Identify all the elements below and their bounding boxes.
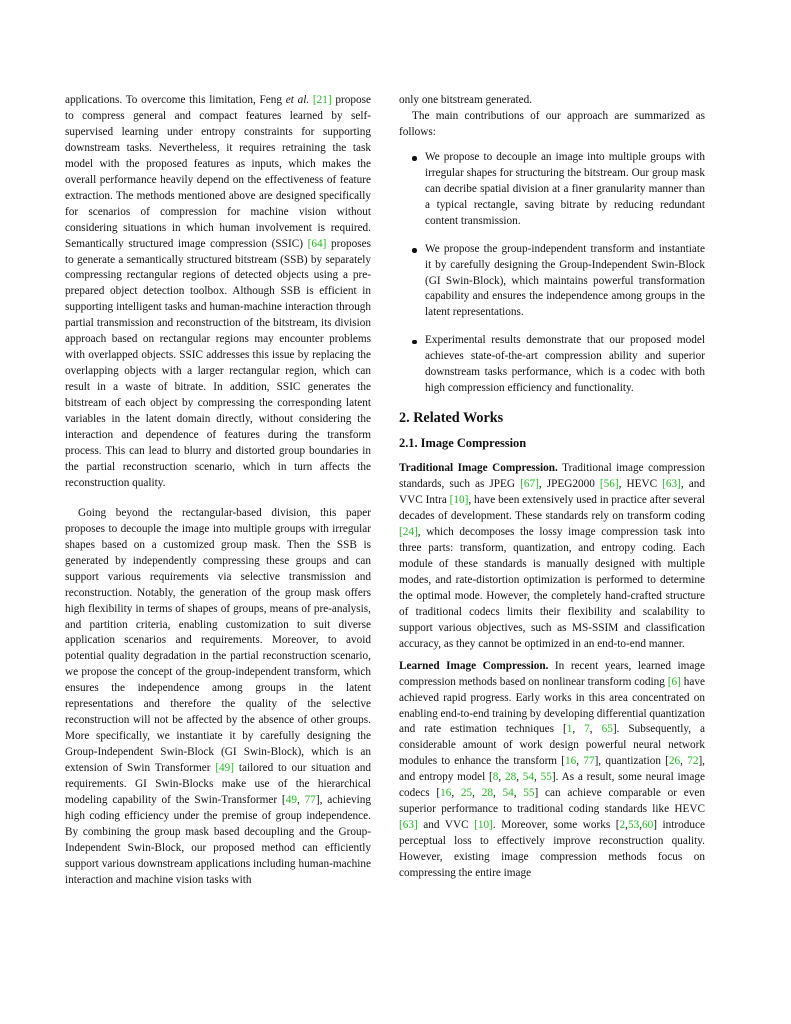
citation-link[interactable]: 77 bbox=[583, 755, 595, 768]
body-paragraph-decouple: Going beyond the rectangular-based division, this paper proposes to decouple the image into multiple groups with irregular shapes based on a customized group mask. Then the SSB is generated by independently compressing these groups and can support various requirements via selective transmission and reconstruction. Notably, the generation of the group mask offers high flexibility in terms of shapes of groups, means of pre-analysis, and partition criteria, enabling customization to suit diverse application scenarios and requirements. Moreover, to avoid potential quality degradation in the partial reconstruction scenario, we propose the concept of the group-independent transform, which ensures the independence among groups in the latent representations and therefore the quality of the selective reconstruction will not be affected by the absence of other groups. More specifically, we instantiate it by carefully designing the Group-Independent Swin-Block (GI Swin-Block), which is an extension of Swin Transformer [49] tailored to our situation and requirements. GI Swin-Blocks make use of the hierarchical modeling capability of the Swin-Transformer [49, 77], achieving high coding efficiency under the premise of group independence. By combining the group mask based decoupling and the Group-Independent Swin-Block, our proposed method can efficiently support various downstream applications including human-machine interaction and machine vision tasks with bbox=[65, 506, 372, 886]
contributions-intro: The main contributions of our approach are summarized as follows: bbox=[399, 109, 705, 138]
citation-link[interactable]: [10] bbox=[474, 819, 493, 832]
citation-link[interactable]: [67] bbox=[520, 478, 539, 491]
left-column bbox=[65, 93, 371, 889]
citation-link[interactable]: 55 bbox=[523, 787, 535, 800]
citation-link[interactable]: [21] bbox=[312, 94, 332, 106]
citation-link[interactable]: [64] bbox=[307, 237, 327, 250]
citation-link[interactable]: 65 bbox=[601, 723, 613, 736]
citation-link[interactable]: [24] bbox=[399, 526, 418, 539]
citation-link[interactable]: 54 bbox=[522, 771, 535, 784]
citation-link[interactable]: 60 bbox=[642, 819, 654, 832]
citation-link[interactable]: 55 bbox=[540, 771, 552, 784]
right-column bbox=[399, 93, 705, 882]
citation-link[interactable]: 2 bbox=[619, 819, 626, 832]
section-heading-related-works: 2. Related Works bbox=[399, 410, 504, 427]
paragraph-learned-compression bbox=[399, 659, 705, 882]
citation-link[interactable]: 16 bbox=[565, 755, 577, 768]
citation-link[interactable]: 53 bbox=[627, 819, 640, 832]
citation-link[interactable]: 49 bbox=[285, 793, 297, 806]
citation-link[interactable]: 25 bbox=[460, 787, 473, 800]
citation-link[interactable]: 26 bbox=[668, 755, 681, 768]
subsection-heading-image-compression: 2.1. Image Compression bbox=[399, 436, 527, 451]
citation-link[interactable]: 28 bbox=[481, 787, 493, 800]
citation-link[interactable]: [6] bbox=[667, 675, 681, 688]
traditional-body: Traditional image compression standards, such as JPEG [67], JPEG2000 [56], HEVC [63], and VVC Intra [10], have been extensively used in practice after several decades of development. These standards rely on transform coding [24], which decomposes the lossy image compression task into three parts: transform, quantization, and entropy coding. Each module of these standards is manually designed with multiple modes, and rate-distortion optimization is performed to determine the optimal mode. However, the completely hand-crafted structure of traditional codecs limits their flexibility and scalability to support various objectives, such as MS-SSIM and classification accuracy, as they cannot be optimized in an end-to-end manner. bbox=[399, 462, 706, 650]
citation-link[interactable]: 72 bbox=[687, 755, 699, 768]
runin-heading-learned: Learned Image Compression. bbox=[399, 659, 549, 672]
citation-link[interactable]: [63] bbox=[662, 478, 681, 491]
contribution-item: We propose to decouple an image into multiple groups with irregular shapes for structuring the bitstream. Our group mask can decribe spatial division at a finer granularity manner than a typical rectangle, saving bitrate by reducing redundant content transmission. bbox=[399, 150, 705, 230]
citation-link[interactable]: [56] bbox=[599, 478, 619, 491]
citation-link[interactable]: 54 bbox=[502, 787, 514, 800]
citation-link[interactable]: [49] bbox=[215, 762, 235, 775]
citation-link[interactable]: 8 bbox=[492, 771, 499, 784]
citation-link[interactable]: 16 bbox=[440, 787, 452, 800]
italic-text: et al. bbox=[285, 94, 310, 106]
contribution-item: Experimental results demonstrate that our proposed model achieves state-of-the-art compression ability and superior downstream tasks performance, which is a codec with both high compression efficiency and functionality. bbox=[399, 333, 705, 397]
paragraph-traditional-compression bbox=[399, 461, 705, 652]
citation-link[interactable]: [63] bbox=[399, 819, 418, 832]
citation-link[interactable]: 77 bbox=[304, 793, 316, 806]
citation-link[interactable]: 28 bbox=[504, 771, 517, 784]
runin-heading-traditional: Traditional Image Compression. bbox=[399, 462, 558, 475]
learned-body: In recent years, learned image compression methods based on nonlinear transform coding [6] have achieved rapid progress. Early works in this area concentrated on enabling end-to-end training by developing differential quantization and rate estimation techniques [1, 7, 65]. Subsequently, a considerable amount of work design powerful neural network modules to enhance the transform [16, 77], quantization [26, 72], and entropy model [8, 28, 54, 55]. As a result, some neural image codecs [16, 25, 28, 54, 55] can achieve comparable or even superior performance to traditional coding standards like HEVC [63] and VVC [10]. Moreover, some works [2,53,60] introduce perceptual loss to effectively improve reconstruction quality. However, existing image compression methods focus on compressing the entire image bbox=[399, 659, 706, 880]
body-paragraph-continuation: only one bitstream generated. bbox=[399, 94, 533, 106]
citation-link[interactable]: 1 bbox=[566, 723, 573, 736]
body-paragraph-feng-ssic: applications. To overcome this limitation, Feng et al. [21] propose to compress general and compact features learned by self-supervised learning under entropy constraints for supporting downstream tasks. Nevertheless, it requires retraining the task model with the proposed features as inputs, which makes the overall performance heavily depend on the effectiveness of feature extraction. The methods mentioned above are designed specifically for scenarios of compression for machine vision without considering situations in which human involvement is required. Semantically structured image compression (SSIC) [64] proposes to generate a semantically structured bitstream (SSB) by separately compressing rectangular regions of detected objects using a pre-prepared object detection toolbox. Although SSB is efficient in supporting intelligent tasks and human-machine interaction through partial transmission and reconstruction of the bitstream, its division approach based on rectangular regions may encounter problems with overlapped objects. SSIC addresses this issue by replacing the overlapping objects with a larger rectangular region, which can result in a waste of bitrate. In addition, SSIC generates the bitstream of each object by compressing the corresponding latent variables in the latent domain directly, without considering the interaction and dependence of features during the transform process. This can lead to blurry and distorted group boundaries in the partial reconstruction scenario, which in turn affects the reconstruction quality. bbox=[65, 94, 372, 489]
contribution-item: We propose the group-independent transform and instantiate it by carefully designing the Group-Independent Swin-Block (GI Swin-Block), which maintains powerful transformation capability and ensures the independence among groups in the latent representations. bbox=[399, 242, 705, 322]
contributions-list bbox=[399, 150, 705, 397]
citation-link[interactable]: 7 bbox=[584, 723, 590, 736]
citation-link[interactable]: [10] bbox=[449, 494, 469, 507]
